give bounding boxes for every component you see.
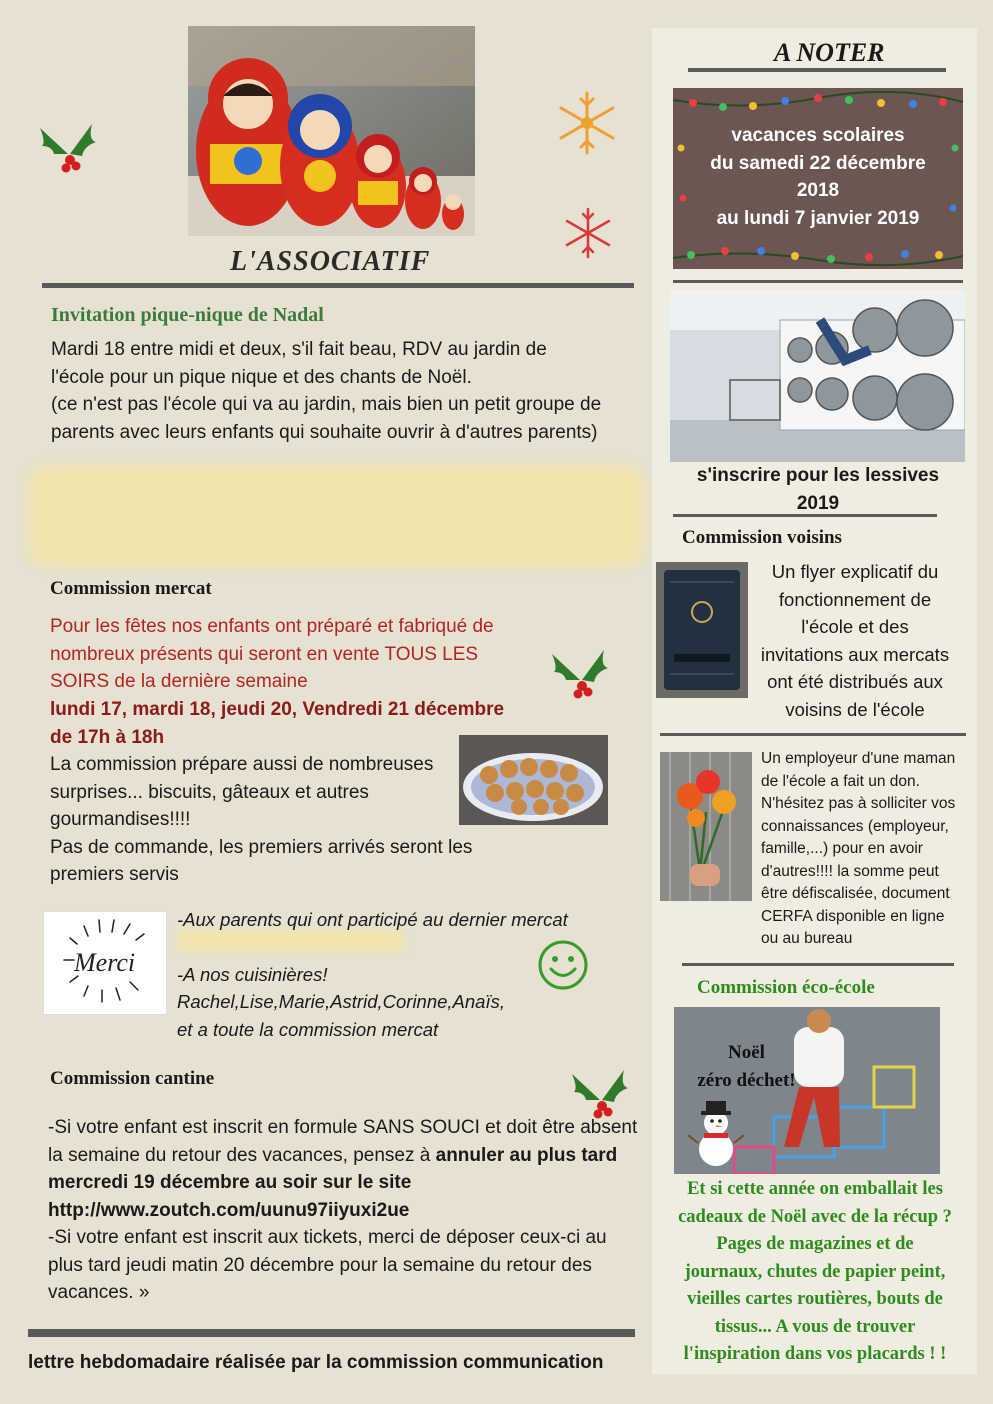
cantine-text: -Si votre enfant est inscrit en formule SANS SOUCI et doit être absent la semaine du retour des vacances, pensez à annuler au plus tard mercredi 19 décembre au soir sur le site http://www.zoutch.com/uunu97iiyuxi2ue -Si votre enfant est inscrit aux tickets, merci de déposer ceux-ci au plus tard jeudi matin 20 décembre pour la semaine du retour des vacances. » [48,1117,638,1303]
lessives-text: s'inscrire pour les lessives 2019 [696,465,940,514]
hopscotch-caption: Noël zéro déchet! [697,1042,796,1091]
don-text: Un employeur d'une maman de l'école a fait un don. N'hésitez pas à solliciter vos connaissances (employeur, famille,...) pour en avoir d'autres!!!! la somme peut être défiscalisée, document CERFA disponible en ligne ou au bureau [761,750,956,947]
merci-text: -Aux parents qui ont participé au dernier mercat -A nos cuisinières! Rachel,Lise,Marie,Astrid,Corinne,Anaïs, et a toute la commission mercat [177,909,568,1040]
divider [28,1329,635,1337]
mercat-dates: lundi 17, mardi 18, jeudi 20, Vendredi 21 décembre de 17h à 18h [50,699,505,748]
divider [42,283,634,288]
mercat-details: La commission prépare aussi de nombreuses surprises... biscuits, gâteaux et autres gourmandises!!!! Pas de commande, les premiers arrivés seront les premiers servis [50,754,473,885]
laundromat-photo [670,290,965,462]
cupcakes-photo [459,735,608,825]
picnic-heading: Invitation pique-nique de Nadal [51,304,324,326]
divider [682,963,954,966]
holly-icon [548,646,612,704]
hopscotch-photo [674,1007,940,1174]
eco-heading: Commission éco-école [697,977,875,998]
picnic-text: Mardi 18 entre midi et deux, s'il fait beau, RDV au jardin de l'école pour un pique nique et des chants de Noël. (ce n'est pas l'école qui va au jardin, mais bien un petit groupe de parents avec leurs enfants qui souhaite ouvrir à d'autres parents) [51,339,602,443]
footer-text: lettre hebdomadaire réalisée par la commission communication [28,1352,604,1373]
vacances-text: vacances scolaires du samedi 22 décembre 2018 au lundi 7 janvier 2019 [710,125,926,229]
divider [673,514,937,517]
highlight-blob [28,466,644,566]
eco-text: Et si cette année on emballait les cadeaux de Noël avec de la récup ? Pages de magazines et de journaux, chutes de papier peint, vieilles cartes routières, bouts de tissus... A vous de trouver l'inspiration dans vos placards ! ! [678,1179,952,1364]
mercat-red-text: Pour les fêtes nos enfants ont préparé et fabriqué de nombreux présents qui seront en vente TOUS LES SOIRS de la dernière semaine [50,616,494,692]
mailbox-photo [656,562,748,698]
divider [673,280,963,283]
vacances-box [673,88,963,269]
voisins-heading: Commission voisins [682,527,842,548]
a-noter-title: A NOTER [774,38,885,67]
mercat-heading: Commission mercat [50,578,212,599]
divider [688,68,946,72]
merci-logo-text: Merci [74,948,136,977]
divider [660,733,966,736]
merci-logo [43,911,167,1015]
smiley-icon [536,938,590,992]
holly-icon [36,120,100,178]
snowflake-icon [552,88,622,158]
matryoshka-photo [188,26,475,236]
flowers-photo [660,752,752,901]
page-title: L'ASSOCIATIF [230,246,431,277]
cantine-heading: Commission cantine [50,1068,215,1089]
voisins-text: Un flyer explicatif du fonctionnement de l'école et des invitations aux mercats ont été distribués aux voisins de l'école [760,561,950,720]
snowman-icon [686,1097,746,1169]
snowflake-icon [560,205,616,261]
